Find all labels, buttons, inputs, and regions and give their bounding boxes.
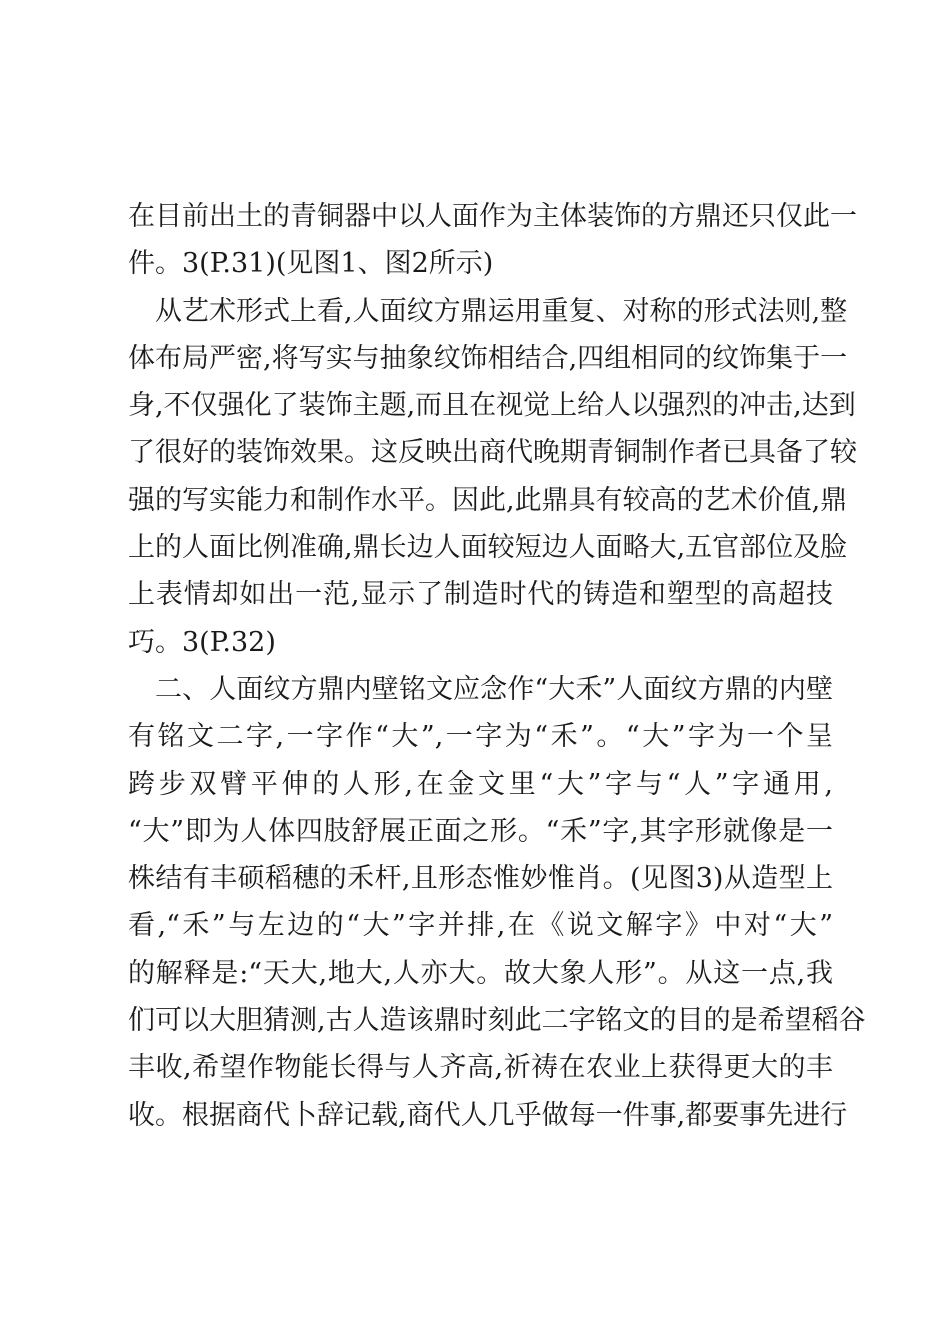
text-line: 们可以大胆猜测,古人造该鼎时刻此二字铭文的目的是希望稻谷 (128, 1005, 866, 1037)
text-line: 看,“禾”与左边的“大”字并排,在《说文解字》中对“大” (128, 910, 833, 942)
text-line: 上表情却如出一范,显示了制造时代的铸造和塑型的高超技 (128, 579, 833, 611)
text-line: 株结有丰硕稻穗的禾杆,且形态惟妙惟肖。(见图3)从造型上 (128, 863, 833, 895)
text-line: 二、人面纹方鼎内壁铭文应念作“大禾”人面纹方鼎的内壁 (155, 673, 833, 705)
text-line: 件。3(P.31)(见图1、图2所示) (128, 248, 494, 280)
text-line: 身,不仅强化了装饰主题,而且在视觉上给人以强烈的冲击,达到 (128, 390, 856, 422)
text-line: 的解释是:“天大,地大,人亦大。故大象人形”。从这一点,我 (128, 957, 833, 989)
text-line: 巧。3(P.32) (128, 626, 276, 658)
text-line: 在目前出土的青铜器中以人面作为主体装饰的方鼎还只仅此一 (128, 201, 857, 232)
text-line: 上的人面比例准确,鼎长边人面较短边人面略大,五官部位及脸 (128, 532, 848, 564)
text-line: 跨步双臂平伸的人形,在金文里“大”字与“人”字通用, (128, 768, 833, 800)
text-line: 强的写实能力和制作水平。因此,此鼎具有较高的艺术价值,鼎 (128, 484, 848, 516)
text-line: 有铭文二字,一字作“大”,一字为“禾”。“大”字为一个呈 (128, 721, 833, 753)
text-line: 从艺术形式上看,人面纹方鼎运用重复、对称的形式法则,整 (155, 295, 848, 327)
text-line: 丰收,希望作物能长得与人齐高,祈祷在农业上获得更大的丰 (128, 1052, 833, 1084)
text-line: 体布局严密,将写实与抽象纹饰相结合,四组相同的纹饰集于一 (128, 342, 848, 374)
body-text (128, 193, 866, 1139)
text-line: 了很好的装饰效果。这反映出商代晚期青铜制作者已具备了较 (128, 437, 857, 469)
text-line: “大”即为人体四肢舒展正面之形。“禾”字,其字形就像是一 (128, 815, 833, 847)
text-line: 收。根据商代卜辞记载,商代人几乎做每一件事,都要事先进行 (128, 1099, 848, 1131)
